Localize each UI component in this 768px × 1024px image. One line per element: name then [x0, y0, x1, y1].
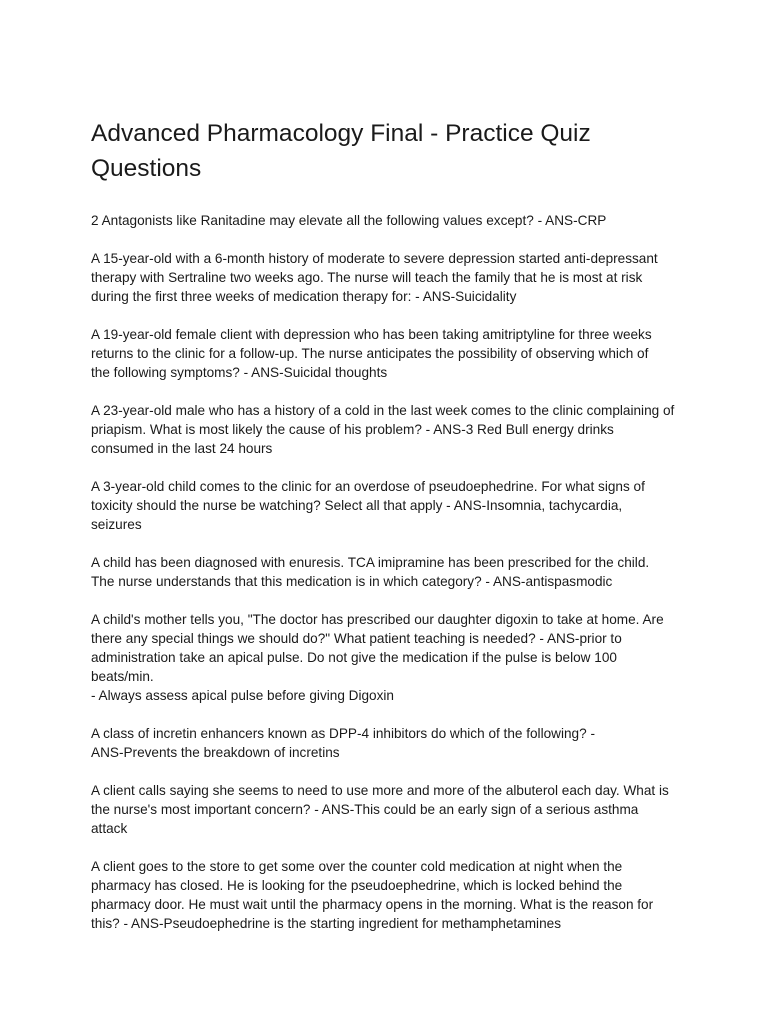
question-line: The nurse understands that this medication is in which category? - ANS-antispasmodic	[91, 574, 613, 589]
question-item	[91, 325, 691, 382]
question-line: A 3-year-old child comes to the clinic for an overdose of pseudoephedrine. For what signs of	[91, 479, 645, 494]
question-item	[91, 401, 691, 458]
question-line: consumed in the last 24 hours	[91, 441, 273, 456]
question-item	[91, 553, 691, 591]
question-line: A 15-year-old with a 6-month history of moderate to severe depression started anti-depressant	[91, 251, 658, 266]
question-line: ANS-Prevents the breakdown of incretins	[91, 745, 340, 760]
question-line: pharmacy door. He must wait until the pharmacy opens in the morning. What is the reason for	[91, 897, 654, 912]
question-line: priapism. What is most likely the cause of his problem? - ANS-3 Red Bull energy drinks	[91, 422, 614, 437]
question-line: seizures	[91, 517, 142, 532]
question-item	[91, 477, 691, 534]
question-line: pharmacy has closed. He is looking for the pseudoephedrine, which is locked behind the	[91, 878, 623, 893]
question-line: A child's mother tells you, "The doctor has prescribed our daughter digoxin to take at home. Are	[91, 612, 664, 627]
question-line: A client goes to the store to get some over the counter cold medication at night when the	[91, 859, 623, 874]
question-list	[91, 211, 691, 933]
question-line: toxicity should the nurse be watching? Select all that apply - ANS-Insomnia, tachycardia,	[91, 498, 623, 513]
document-title: Advanced Pharmacology Final - Practice Quiz Questions	[91, 120, 591, 182]
question-line: A child has been diagnosed with enuresis. TCA imipramine has been prescribed for the child.	[91, 555, 650, 570]
question-line: - Always assess apical pulse before giving Digoxin	[91, 688, 394, 703]
question-line: administration take an apical pulse. Do not give the medication if the pulse is below 100	[91, 650, 617, 665]
question-item	[91, 211, 691, 230]
question-line: therapy with Sertraline two weeks ago. The nurse will teach the family that he is most at risk	[91, 270, 643, 285]
question-line: A client calls saying she seems to need to use more and more of the albuterol each day. What is	[91, 783, 669, 798]
question-line: the nurse's most important concern? - ANS-This could be an early sign of a serious asthma	[91, 802, 639, 817]
question-line: during the first three weeks of medication therapy for: - ANS-Suicidality	[91, 289, 517, 304]
question-item	[91, 857, 691, 933]
question-line: A class of incretin enhancers known as DPP-4 inhibitors do which of the following? -	[91, 726, 595, 741]
question-item	[91, 724, 691, 762]
question-line: the following symptoms? - ANS-Suicidal thoughts	[91, 365, 388, 380]
question-line: this? - ANS-Pseudoephedrine is the starting ingredient for methamphetamines	[91, 916, 561, 931]
question-line: A 19-year-old female client with depression who has been taking amitriptyline for three weeks	[91, 327, 652, 342]
question-line: 2 Antagonists like Ranitadine may elevate all the following values except? - ANS-CRP	[91, 213, 607, 228]
question-line: there any special things we should do?" What patient teaching is needed? - ANS-prior to	[91, 631, 622, 646]
question-item	[91, 781, 691, 838]
question-line: returns to the clinic for a follow-up. The nurse anticipates the possibility of observing which of	[91, 346, 649, 361]
question-item	[91, 610, 691, 705]
question-item	[91, 249, 691, 306]
document-page	[91, 116, 691, 952]
question-line: attack	[91, 821, 128, 836]
question-line: A 23-year-old male who has a history of a cold in the last week comes to the clinic complaining of	[91, 403, 675, 418]
question-line: beats/min.	[91, 669, 154, 684]
